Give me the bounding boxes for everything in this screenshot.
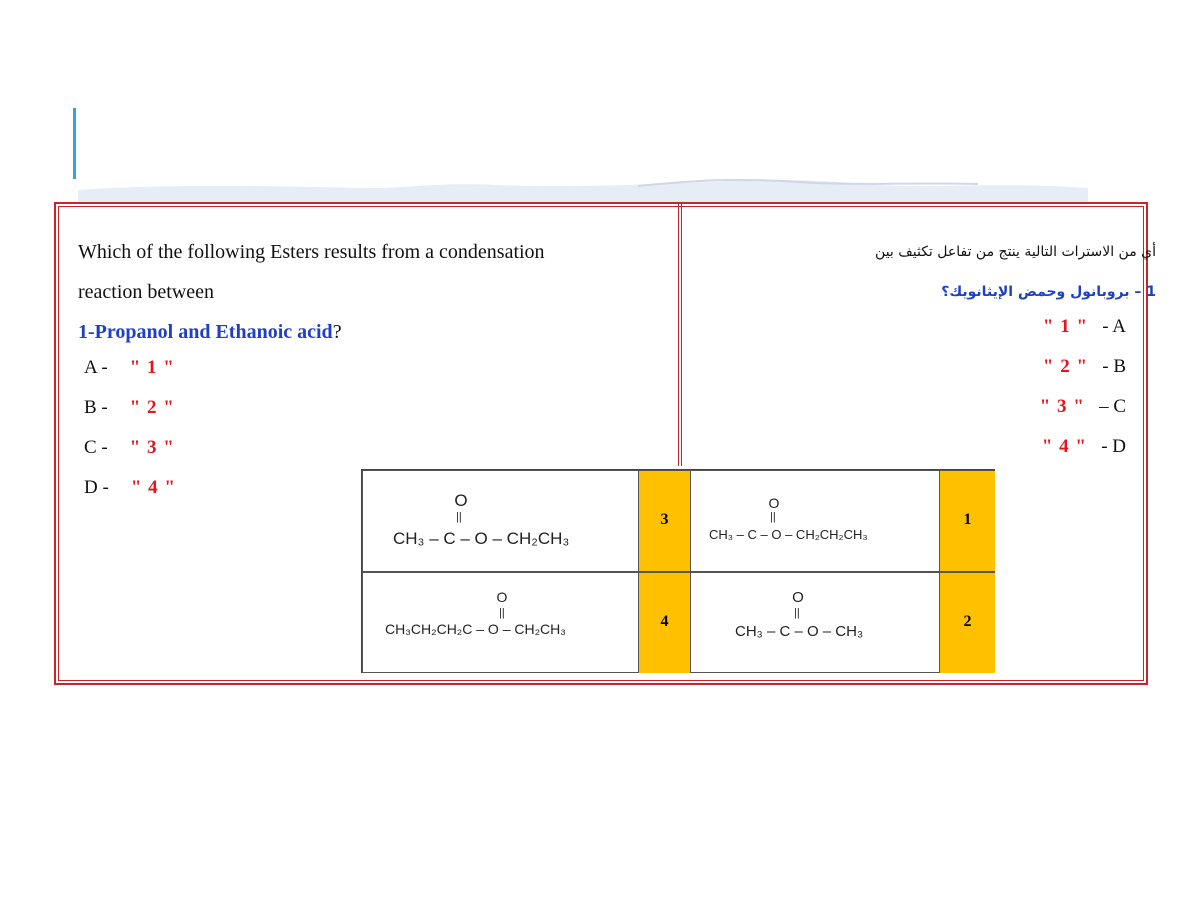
option-letter: - D xyxy=(1101,436,1126,457)
ester-number-3: 3 xyxy=(638,471,690,571)
decorative-wave xyxy=(78,176,1088,202)
double-bond: || xyxy=(794,607,800,619)
option-value: " 2 " xyxy=(1042,356,1088,377)
option-value: " 3 " xyxy=(129,437,175,458)
option-b-en[interactable] xyxy=(84,397,175,419)
option-letter: - A xyxy=(1102,316,1126,337)
ester-number-2: 2 xyxy=(939,573,995,673)
question-arabic xyxy=(636,232,1156,312)
option-letter: D - xyxy=(84,477,109,498)
option-letter: A - xyxy=(84,357,108,378)
question-mark: ? xyxy=(332,321,342,343)
ester-cell-2 xyxy=(690,572,995,673)
double-bond: || xyxy=(770,511,776,523)
option-value: " 4 " xyxy=(130,477,176,498)
ester-formula-3 xyxy=(393,489,643,559)
carbonyl-oxygen: O xyxy=(496,589,508,605)
question-ar-line-1: أي من الاسترات التالية ينتج من تفاعل تكثيف بين xyxy=(875,244,1156,260)
question-line-2: reaction between xyxy=(78,281,215,303)
double-bond: || xyxy=(456,511,462,523)
formula-text: CH₃ – C – O – CH₂CH₂CH₃ xyxy=(709,527,868,542)
question-line-3 xyxy=(78,312,658,352)
accent-bar xyxy=(73,108,76,179)
option-letter: – C xyxy=(1099,396,1126,417)
option-value: " 2 " xyxy=(129,397,175,418)
reactants-text: 1-Propanol and Ethanoic acid xyxy=(78,321,333,343)
option-value: " 1 " xyxy=(1042,316,1088,337)
ester-cell-1 xyxy=(690,470,995,572)
question-line-1: Which of the following Esters results from a condensation xyxy=(78,241,545,263)
ester-formula-2 xyxy=(735,587,935,657)
ester-formula-1 xyxy=(709,493,939,563)
ester-structures-table xyxy=(361,469,995,673)
option-a-ar[interactable] xyxy=(1043,316,1126,338)
option-b-ar[interactable] xyxy=(1043,356,1126,378)
option-c-en[interactable] xyxy=(84,437,175,459)
option-letter: B - xyxy=(84,397,108,418)
question-english xyxy=(78,232,658,352)
ester-number-1: 1 xyxy=(939,471,995,571)
option-value: " 3 " xyxy=(1039,396,1085,417)
option-d-ar[interactable] xyxy=(1042,436,1126,458)
carbonyl-oxygen: O xyxy=(454,491,468,510)
option-a-en[interactable] xyxy=(84,357,175,379)
ester-formula-4 xyxy=(385,587,635,657)
option-c-ar[interactable] xyxy=(1040,396,1126,418)
option-value: " 1 " xyxy=(129,357,175,378)
formula-text: CH₃CH₂CH₂C – O – CH₂CH₃ xyxy=(385,621,566,637)
formula-text: CH₃ – C – O – CH₂CH₃ xyxy=(393,529,570,548)
carbonyl-oxygen: O xyxy=(768,495,780,511)
formula-text: CH₃ – C – O – CH₃ xyxy=(735,623,864,640)
question-ar-line-2: 1 – بروبانول وحمض الإيثانويك؟ xyxy=(941,284,1156,300)
ester-cell-4 xyxy=(362,572,690,673)
option-letter: C - xyxy=(84,437,108,458)
option-d-en[interactable] xyxy=(84,477,176,499)
ester-cell-3 xyxy=(362,470,690,572)
double-bond: || xyxy=(499,607,505,619)
carbonyl-oxygen: O xyxy=(792,589,804,606)
option-letter: - B xyxy=(1102,356,1126,377)
ester-number-4: 4 xyxy=(638,573,690,673)
option-value: " 4 " xyxy=(1041,436,1087,457)
